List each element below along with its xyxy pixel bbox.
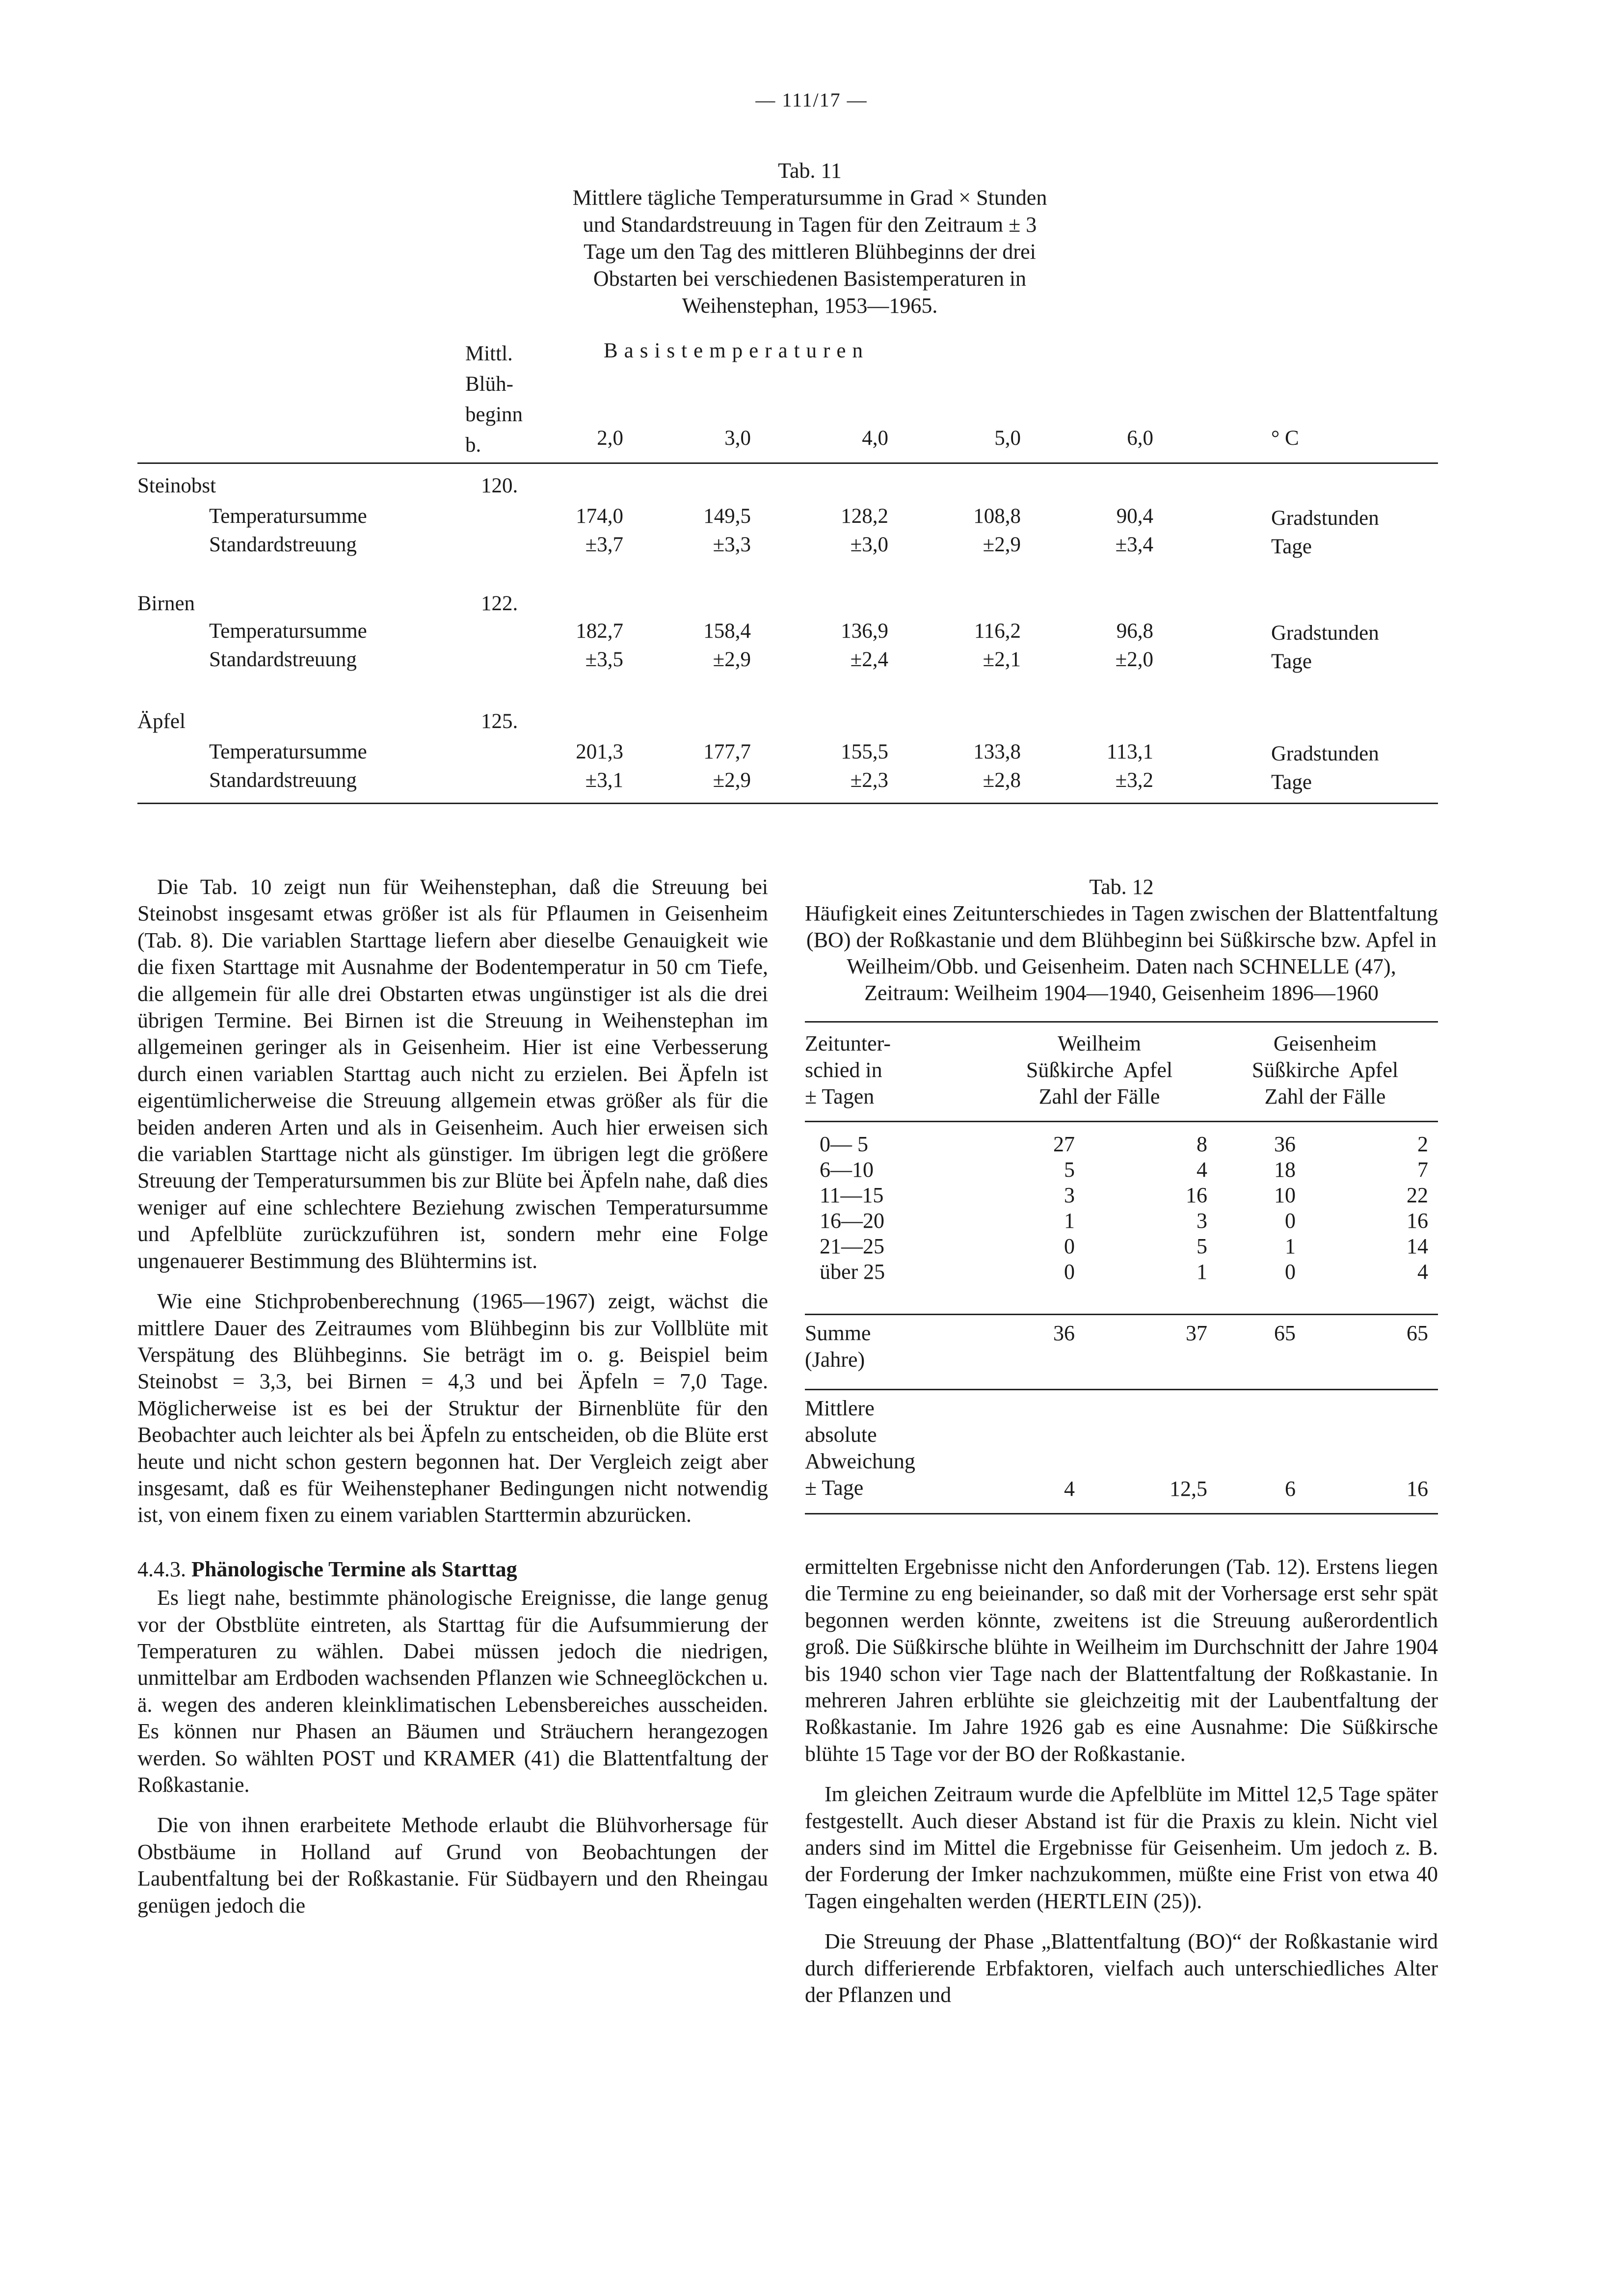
value-cell: 16 xyxy=(1407,1209,1428,1233)
value-cell: 27 xyxy=(1053,1132,1075,1156)
header-line: Süßkirche Apfel xyxy=(1026,1058,1173,1082)
base-temp-cell: 4,0 xyxy=(862,427,888,450)
header-line: Zahl der Fälle xyxy=(1264,1084,1386,1108)
standardstreuung-row xyxy=(137,768,1438,798)
value-cell: ±3,1 xyxy=(585,769,623,792)
value-cell: ±2,9 xyxy=(713,648,751,671)
table-row xyxy=(805,1157,1438,1182)
tab12-label: Tab. 12 xyxy=(1089,875,1154,899)
right-column-text xyxy=(805,1554,1438,2009)
value-cell: 4 xyxy=(1064,1477,1075,1501)
left-column xyxy=(137,874,768,1919)
paragraph: Im gleichen Zeitraum wurde die Apfelblüte im Mittel 12,5 Tage später festgestellt. Auch dieser Abstand ist für die Praxis zu klein. Nicht viel anders sind im Mittel die Ergebnisse für Geisenheim. Um jedoch z. B. der Forderung der Imker nachzukommen, müßte eine Frist von etwa 40 Tagen eingehalten werden (HERTLEIN (25)). xyxy=(805,1782,1438,1913)
row-label: Standardstreuung xyxy=(209,648,357,671)
row-label: Standardstreuung xyxy=(209,533,357,556)
value-cell: 108,8 xyxy=(973,505,1021,528)
section-number: 4.4.3. xyxy=(137,1557,186,1581)
row-unit: Tage xyxy=(1271,535,1312,558)
value-cell: 0 xyxy=(1285,1209,1296,1233)
value-cell: 128,2 xyxy=(841,505,888,528)
value-cell: ±2,8 xyxy=(983,769,1021,792)
tab11-caption-line: Weihenstephan, 1953—1965. xyxy=(682,294,938,318)
table-row xyxy=(805,1131,1438,1157)
row-unit: Gradstunden xyxy=(1271,507,1379,530)
tab12-body xyxy=(805,1122,1438,1314)
value-cell: 133,8 xyxy=(973,740,1021,763)
value-cell: 96,8 xyxy=(1116,620,1153,643)
value-cell: ±3,3 xyxy=(713,533,751,556)
value-cell: 90,4 xyxy=(1116,505,1153,528)
group-day: 122. xyxy=(481,592,518,615)
paragraph: Die von ihnen erarbeitete Methode erlaubt die Blühvorhersage für Obstbäume in Holland auf Grund von Beobachtungen der Laubentfaltung bei der Roßkastanie. Für Südbayern und den Rheingau genügen jedoch die xyxy=(137,1813,768,1918)
group-name: Steinobst xyxy=(137,474,216,497)
weilheim-header xyxy=(991,1030,1207,1110)
section-title: Phänologische Termine als Starttag xyxy=(191,1557,517,1581)
base-temp-cell: 2,0 xyxy=(597,427,623,450)
value-cell: ±2,3 xyxy=(850,769,888,792)
value-cell: ±3,0 xyxy=(850,533,888,556)
paragraph: Wie eine Stichprobenberechnung (1965—1967) zeigt, wächst die mittlere Dauer des Zeitraumes vom Blühbeginn bis zur Vollblüte mit Verspätung des Blühbeginns. Sie beträgt im o. g. Beispiel beim Steinobst = 3,3, bei Birnen = 4,3 und bei Äpfeln = 7,0 Tage. Möglicherweise ist es bei der Struktur der Birnenblüte für den Beobachter auch leichter als bei Äpfeln zu entscheiden, ob die Blüte erst heute und nicht schon gestern begonnen hat. Der Vergleich zeigt aber insgesamt, daß es für Weihenstephaner Bedingungen nicht notwendig ist, von einem fixen zu einem variablen Starttermin abzurücken. xyxy=(137,1289,768,1527)
value-cell: 4 xyxy=(1197,1158,1207,1182)
value-cell: 5 xyxy=(1197,1234,1207,1258)
value-cell: 174,0 xyxy=(576,505,623,528)
value-cell: ±3,2 xyxy=(1115,769,1153,792)
value-cell: 0 xyxy=(1064,1260,1075,1284)
temperatursumme-row xyxy=(137,504,1438,534)
group-day: 125. xyxy=(481,710,518,733)
value-cell: 155,5 xyxy=(841,740,888,763)
value-cell: 18 xyxy=(1274,1158,1296,1182)
value-cell: 1 xyxy=(1285,1234,1296,1258)
label-line: Mittlere xyxy=(805,1396,875,1420)
tab11-caption xyxy=(456,157,1163,319)
tab12-caption-text: Häufigkeit eines Zeitunterschiedes in Tagen zwischen der Blattentfaltung (BO) der Roßkastanie und dem Blühbeginn bei Süßkirsche bzw. Apfel in Weilheim/Obb. und Geisenheim. Daten nach SCHNELLE (47), Zeitraum: Weilheim 1904—1940, Geisenheim 1896—1960 xyxy=(805,901,1438,1005)
value-cell: 177,7 xyxy=(703,740,751,763)
paragraph: Die Tab. 10 zeigt nun für Weihenstephan, daß die Streuung bei Steinobst insgesamt etwas größer ist als für Pflaumen in Geisenheim (Tab. 8). Die variablen Starttage liefern aber dieselbe Genauigkeit wie die fixen Starttage mit Ausnahme der Bodentemperatur in 50 cm Tiefe, die allgemein für alle drei Obstarten etwas ungünstiger ist als die drei übrigen Termine. Bei Birnen ist die Streuung in Weihenstephan im allgemeinen geringer als in Geisenheim. Hier ist eine Verbesserung durch einen variablen Starttag auch nicht zu erzielen. Bei Äpfeln ist eigentümlicherweise die Streuung allgemein etwas größer als für die beiden anderen Arten und als in Geisenheim. Auch hier erweisen sich die variablen Starttage nicht als günstiger. Im übrigen legt die größere Streuung der Temperatursummen bis zur Blüte bei Äpfeln nahe, daß dies weniger auf eine schlechtere Beziehung zwischen Temperatursumme und Apfelblüte zurückzuführen ist, sondern mehr eine Folge ungenauerer Bestimmung des Blühtermins ist. xyxy=(137,875,768,1273)
header-line: b. xyxy=(465,433,481,457)
tab11-group-birnen xyxy=(137,582,1438,700)
value-cell: ±2,1 xyxy=(983,648,1021,671)
tab12-sum-row xyxy=(805,1314,1438,1389)
group-name: Birnen xyxy=(137,592,195,615)
value-cell: 116,2 xyxy=(974,620,1021,643)
base-temp-cell: 3,0 xyxy=(724,427,751,450)
group-day: 120. xyxy=(481,474,518,497)
label-line: ± Tage xyxy=(805,1476,864,1500)
value-cell: 65 xyxy=(1274,1321,1296,1345)
table-row xyxy=(805,1259,1438,1284)
value-cell: 2 xyxy=(1417,1132,1428,1156)
header-line: Geisenheim xyxy=(1273,1031,1377,1055)
tab11-bottom-rule xyxy=(137,803,1438,804)
header-line: Mittl. xyxy=(465,342,513,365)
value-cell: ±2,4 xyxy=(850,648,888,671)
mittl-bluehbeginn-header xyxy=(465,339,523,460)
header-line: Blüh- xyxy=(465,373,513,396)
value-cell: 10 xyxy=(1274,1183,1296,1207)
value-cell: 3 xyxy=(1064,1183,1075,1207)
value-cell: ±3,4 xyxy=(1115,533,1153,556)
row-unit: Tage xyxy=(1271,771,1312,794)
range-cell: 6—10 xyxy=(820,1158,874,1182)
header-line: Zahl der Fälle xyxy=(1038,1084,1160,1108)
value-cell: 3 xyxy=(1197,1209,1207,1233)
value-cell: 36 xyxy=(1053,1321,1075,1345)
section-heading xyxy=(137,1556,768,1583)
row-unit: Gradstunden xyxy=(1271,742,1379,765)
header-line: beginn xyxy=(465,403,523,426)
header-line: Weilheim xyxy=(1058,1031,1141,1055)
table-row xyxy=(805,1208,1438,1233)
standardstreuung-row xyxy=(137,533,1438,562)
tab11-header xyxy=(137,334,1438,464)
label-line: (Jahre) xyxy=(805,1348,865,1372)
tab11-label: Tab. 11 xyxy=(778,159,842,183)
value-cell: 37 xyxy=(1186,1321,1207,1345)
value-cell: 14 xyxy=(1407,1234,1428,1258)
value-cell: 65 xyxy=(1407,1321,1428,1345)
table-row xyxy=(805,1182,1438,1208)
geisenheim-header xyxy=(1217,1030,1433,1110)
value-cell: 16 xyxy=(1407,1477,1428,1501)
temperatursumme-row xyxy=(137,740,1438,769)
tab11-caption-line: und Standardstreuung in Tagen für den Zeitraum ± 3 xyxy=(583,213,1037,237)
value-cell: ±2,0 xyxy=(1115,648,1153,671)
range-cell: über 25 xyxy=(820,1260,885,1284)
value-cell: ±2,9 xyxy=(713,769,751,792)
value-cell: 4 xyxy=(1417,1260,1428,1284)
value-cell: 7 xyxy=(1417,1158,1428,1182)
range-cell: 0— 5 xyxy=(820,1132,868,1156)
value-cell: 0 xyxy=(1064,1234,1075,1258)
table-row xyxy=(805,1233,1438,1259)
row-label: Temperatursumme xyxy=(209,505,367,528)
value-cell: 182,7 xyxy=(576,620,623,643)
tab11-group-aepfel xyxy=(137,700,1438,803)
value-cell: 149,5 xyxy=(703,505,751,528)
value-cell: 113,1 xyxy=(1106,740,1153,763)
label-line: Summe xyxy=(805,1321,871,1345)
value-cell: 158,4 xyxy=(703,620,751,643)
tab11-caption-line: Tage um den Tag des mittleren Blühbeginns der drei xyxy=(584,240,1036,264)
label-line: Abweichung xyxy=(805,1449,915,1473)
range-cell: 16—20 xyxy=(820,1209,884,1233)
row-label: Standardstreuung xyxy=(209,769,357,792)
sum-label xyxy=(805,1320,871,1373)
mean-label xyxy=(805,1395,915,1501)
base-temp-cell: 6,0 xyxy=(1127,427,1153,450)
tab12-caption xyxy=(805,874,1438,1006)
paragraph: ermittelten Ergebnisse nicht den Anforderungen (Tab. 12). Erstens liegen die Termine zu eng beieinander, so daß mit der Vorhersage erst sehr spät begonnen werden könnte, zweitens ist die Streuung außerordentlich groß. Die Süßkirsche blühte in Weilheim im Durchschnitt der Jahre 1904 bis 1940 schon vier Tage nach der Blattentfaltung der Roßkastanie. In mehreren Jahren erblühte sie gleichzeitig mit der Laubentfaltung der Roßkastanie. Im Jahre 1926 gab es eine Ausnahme: Die Süßkirsche blühte 15 Tage vor der BO der Roßkastanie. xyxy=(805,1555,1438,1766)
range-cell: 21—25 xyxy=(820,1234,884,1258)
tab11-caption-line: Obstarten bei verschiedenen Basistemperaturen in xyxy=(593,267,1027,291)
row-unit: Tage xyxy=(1271,650,1312,673)
value-cell: 8 xyxy=(1197,1132,1207,1156)
label-line: absolute xyxy=(805,1423,877,1447)
tab11-group-steinobst xyxy=(137,464,1438,582)
tab11-table xyxy=(137,334,1438,804)
group-name: Äpfel xyxy=(137,710,186,733)
tab11-caption-line: Mittlere tägliche Temperatursumme in Grad × Stunden xyxy=(572,186,1047,210)
value-cell: 6 xyxy=(1285,1477,1296,1501)
value-cell: ±3,7 xyxy=(585,533,623,556)
header-line: Zeitunter- xyxy=(805,1031,891,1055)
tab12-header xyxy=(805,1023,1438,1122)
range-cell: 11—15 xyxy=(820,1183,884,1207)
base-temp-cell: 5,0 xyxy=(994,427,1021,450)
value-cell: 1 xyxy=(1197,1260,1207,1284)
value-cell: 1 xyxy=(1064,1209,1075,1233)
temperatursumme-row xyxy=(137,619,1438,648)
value-cell: ±2,9 xyxy=(983,533,1021,556)
value-cell: 22 xyxy=(1407,1183,1428,1207)
row-label: Temperatursumme xyxy=(209,740,367,763)
paragraph: Die Streuung der Phase „Blattentfaltung (BO)“ der Roßkastanie wird durch differierende Erbfaktoren, vielfach auch unterschiedliches Alter der Pflanzen und xyxy=(805,1929,1438,2007)
zeitunterschied-header xyxy=(805,1030,891,1110)
tab12-table xyxy=(805,1021,1438,1514)
value-cell: 0 xyxy=(1285,1260,1296,1284)
header-line: schied in xyxy=(805,1058,882,1082)
value-cell: ±3,5 xyxy=(585,648,623,671)
header-line: Süßkirche Apfel xyxy=(1251,1058,1399,1082)
value-cell: 36 xyxy=(1274,1132,1296,1156)
right-column xyxy=(805,874,1438,2009)
value-cell: 136,9 xyxy=(841,620,888,643)
value-cell: 16 xyxy=(1186,1183,1207,1207)
value-cell: 5 xyxy=(1064,1158,1075,1182)
row-label: Temperatursumme xyxy=(209,620,367,643)
value-cell: 201,3 xyxy=(576,740,623,763)
unit-header: ° C xyxy=(1271,427,1299,450)
page-number: — 111/17 — xyxy=(755,89,868,111)
paragraph: Es liegt nahe, bestimmte phänologische Ereignisse, die lange genug vor der Obstblüte eintreten, als Starttag für die Aufsummierung der Temperaturen zu wählen. Dabei müssen jedoch die niedrigen, unmittelbar am Erdboden wachsenden Pflanzen wie Schneeglöckchen u. ä. wegen des anderen kleinklimatischen Lebensbereiches ausscheiden. Es können nur Phasen an Bäumen und Sträuchern herangezogen werden. So wählten POST und KRAMER (41) die Blattentfaltung der Roßkastanie. xyxy=(137,1586,768,1797)
tab12-mean-row xyxy=(805,1389,1438,1513)
row-unit: Gradstunden xyxy=(1271,621,1379,645)
basistemperaturen-header: Basistemperaturen xyxy=(604,339,870,362)
header-line: ± Tagen xyxy=(805,1084,875,1108)
value-cell: 12,5 xyxy=(1170,1477,1207,1501)
standardstreuung-row xyxy=(137,648,1438,677)
